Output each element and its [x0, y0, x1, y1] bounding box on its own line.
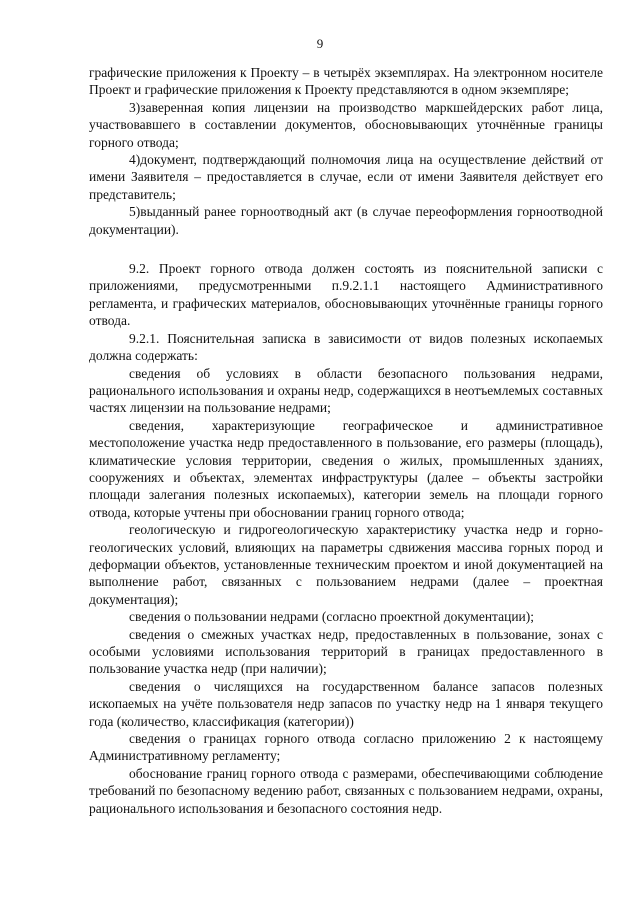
- requirement-item: обоснование границ горного отвода с размерами, обеспечивающими соблюдение требований по безопасному ведению работ, связанных с пользованием недрами, охраны, рационального использования и безопасного состояния недр.: [89, 765, 603, 816]
- requirement-item: сведения о смежных участках недр, предоставленных в пользование, зонах с особыми условиями использования территорий в границах предоставленного в пользование участка недр (при наличии);: [89, 626, 603, 677]
- list-item-4: 4)документ, подтверждающий полномочия лица на осуществление действий от имени Заявителя – предоставляется в случае, если от имени Заявителя действует его представитель;: [89, 152, 603, 202]
- requirement-item: сведения о числящихся на государственном балансе запасов полезных ископаемых на учёте пользователя недр запасов по участку недр на 1 января текущего года (количество, классификация (категории)): [89, 678, 603, 729]
- page-number: 9: [316, 36, 324, 51]
- list-item-5: 5)выданный ранее горноотводный акт (в случае переоформления горноотводной документации).: [89, 204, 603, 237]
- document-body: [89, 64, 603, 817]
- requirement-item: сведения о пользовании недрами (согласно проектной документации);: [129, 609, 535, 625]
- requirement-item: геологическую и гидрогеологическую характеристику участка недр и горно-геологических условий, влияющих на параметры сдвижения массива горных пород и деформации объектов, установленные техническим проектом и иной документацией на выполнение работ, связанных с пользованием недрами (далее – проектная документация);: [89, 522, 603, 607]
- requirement-item: сведения о границах горного отвода согласно приложению 2 к настоящему Административному регламенту;: [89, 731, 603, 764]
- section-9-2: 9.2. Проект горного отвода должен состоять из пояснительной записки с приложениями, предусмотренными п.9.2.1.1 настоящего Административного регламента, и графических материалов, обосновывающих уточнённые границы горного отвода.: [89, 261, 603, 329]
- paragraph-continuation: графические приложения к Проекту – в четырёх экземплярах. На электронном носителе Проект и графические приложения к Проекту представляются в одном экземпляре;: [89, 65, 603, 98]
- section-9-2-1: 9.2.1. Пояснительная записка в зависимости от видов полезных ископаемых должна содержать:: [89, 330, 603, 364]
- list-item-3: 3)заверенная копия лицензии на производство маркшейдерских работ лица, участвовавшего в составлении документов, обосновывающих уточнённые границы горного отвода;: [89, 99, 603, 150]
- requirement-item: сведения, характеризующие географическое и административное местоположение участка недр предоставленного в пользование, его размеры (площадь), климатические условия территории, сведения о жилых, промышленных зданиях, сооружениях и объектах, элементах инфраструктуры (далее – объекты застройки площади залегания полезных ископаемых), категории земель на площади горного отвода, которые учтены при обосновании границ горного отвода;: [89, 417, 603, 520]
- requirement-item: сведения об условиях в области безопасного пользования недрами, рационального использования и охраны недр, содержащихся в неотъемлемых составных частях лицензии на пользование недрами;: [89, 365, 603, 416]
